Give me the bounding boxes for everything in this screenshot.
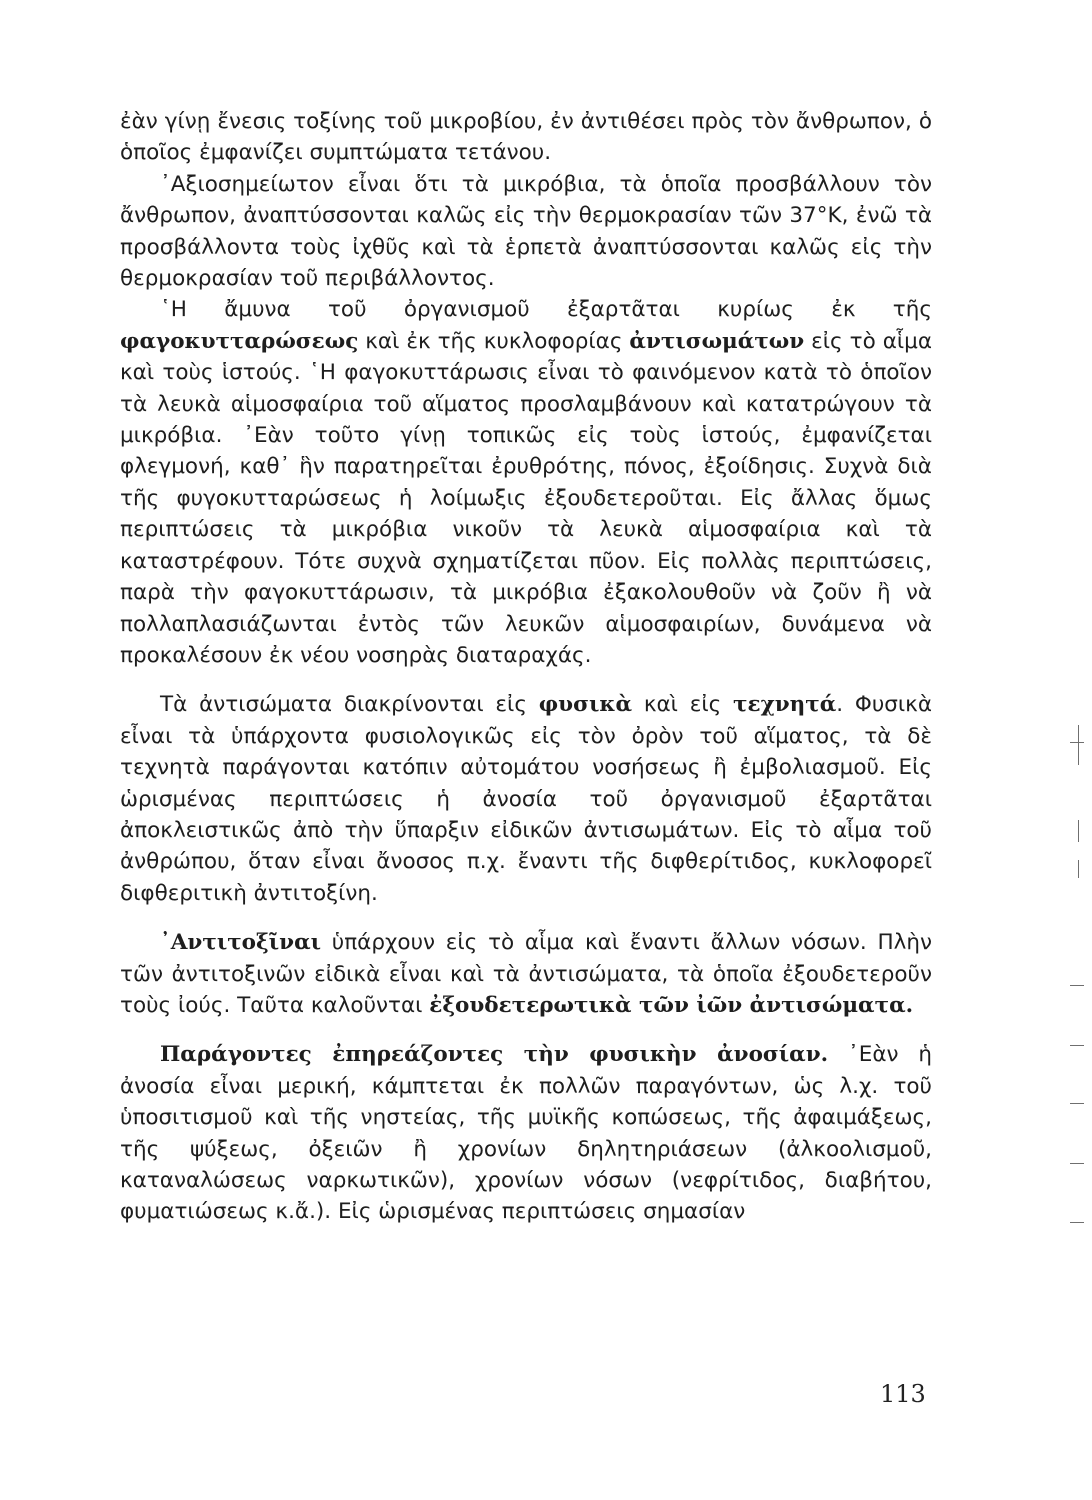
bold-term: φαγοκυτταρώσεως [120, 328, 359, 354]
body-text [120, 106, 932, 1228]
page-number: 113 [880, 1380, 926, 1408]
text-run: καὶ εἰς [632, 692, 734, 718]
scan-edge-mark [1078, 860, 1079, 878]
scan-edge-mark [1070, 742, 1084, 743]
text-run: ὑπάρχουν εἰς τὸ αἷμα καὶ ἔναντι ἄλλων νόσων. Πλὴν τῶν ἀντιτοξινῶν εἰδικὰ εἶναι καὶ τὰ ἀντισώματα, τὰ ὁποῖα ἐξουδετεροῦν τοὺς ἰούς. Ταῦτα καλοῦνται [120, 930, 932, 1018]
scan-edge-mark [1070, 1163, 1084, 1164]
paragraph [120, 294, 932, 671]
bold-term: φυσικὰ [538, 692, 633, 718]
text-run: ᾿Εὰν ἡ ἀνοσία εἶναι μερική, κάμπτεται ἐκ πολλῶν παραγόντων, ὡς λ.χ. τοῦ ὑποσιτισμοῦ καὶ τῆς νηστείας, τῆς μυϊκῆς κοπώσεως, τῆς ἀφαιμάξεως, τῆς ψύξεως, ὀξειῶν ἢ χρονίων δηλητηριάσεων (ἀλκοολισμοῦ, καταναλώσεως ναρκωτικῶν), χρονίων νόσων (νεφρίτιδος, διαβήτου, φυματιώσεως κ.ἄ.). Εἰς ὡρισμένας περιπτώσεις σημασίαν [120, 1042, 932, 1225]
scan-edge-mark [1070, 985, 1084, 986]
scan-edge-mark [1078, 725, 1079, 765]
bold-term: ἀντισωμάτων [629, 328, 805, 354]
paragraph [120, 106, 932, 169]
bold-term: ἐξουδετερωτικὰ τῶν ἰῶν ἀντισώματα. [429, 992, 914, 1018]
text-run: Τὰ ἀντισώματα διακρίνονται εἰς [160, 692, 539, 718]
paragraph [120, 927, 932, 1021]
text-run: εἰς τὸ αἷμα καὶ τοὺς ἱστούς. ῾Η φαγοκυττάρωσις εἶναι τὸ φαινόμενον κατὰ τὸ ὁποῖον τὰ λευκὰ αἱμοσφαίρια τοῦ αἵματος προσλαμβάνουν καὶ κατατρώγουν τὰ μικρόβια. ᾿Εὰν τοῦτο γίνῃ τοπικῶς εἰς τοὺς ἱστούς, ἐμφανίζεται φλεγμονή, καθ᾿ ἣν παρατηρεῖται ἐρυθρότης, πόνος, ἐξοίδησις. Συχνὰ διὰ τῆς φυγοκυτταρώσεως ἡ λοίμωξις ἐξουδετεροῦται. Εἰς ἄλλας ὅμως περιπτώσεις τὰ μικρόβια νικοῦν τὰ λευκὰ αἱμοσφαίρια καὶ τὰ καταστρέφουν. Τότε συχνὰ σχηματίζεται πῦον. Εἰς πολλὰς περιπτώσεις, παρὰ τὴν φαγοκυττάρωσιν, τὰ μικρόβια ἐξακολουθοῦν νὰ ζοῦν ἢ νὰ πολλαπλασιάζωνται ἐντὸς τῶν λευκῶν αἱμοσφαιρίων, δυνάμενα νὰ προκαλέσουν ἐκ νέου νοσηρὰς διαταραχάς. [120, 328, 932, 668]
scan-edge-mark [1070, 1103, 1084, 1104]
paragraph [120, 689, 932, 909]
scan-edge-mark [1070, 1222, 1084, 1223]
text-run: καὶ ἐκ τῆς κυκλοφορίας [358, 328, 630, 354]
scan-edge-mark [1070, 1045, 1084, 1046]
paragraph [120, 1039, 932, 1227]
text-run: ἐὰν γίνῃ ἔνεσις τοξίνης τοῦ μικροβίου, ἐν ἀντιθέσει πρὸς τὸν ἄνθρωπον, ὁ ὁποῖος ἐμφανίζει συμπτώματα τετάνου. [120, 109, 932, 166]
text-run: ᾿Αξιοσημείωτον εἶναι ὅτι τὰ μικρόβια, τὰ ὁποῖα προσβάλλουν τὸν ἄνθρωπον, ἀναπτύσσονται καλῶς εἰς τὴν θερμοκρασίαν τῶν 37°Κ, ἐνῶ τὰ προσβάλλοντα τοὺς ἰχθῦς καὶ τὰ ἑρπετὰ ἀναπτύσσονται καλῶς εἰς τὴν θερμοκρασίαν τοῦ περιβάλλοντος. [120, 171, 932, 292]
text-run: ῾Η ἄμυνα τοῦ ὀργανισμοῦ ἐξαρτᾶται κυρίως ἐκ τῆς [160, 297, 932, 323]
scan-edge-mark [1078, 820, 1079, 842]
bold-term: τεχνητά [733, 692, 837, 718]
bold-term: ᾿Αντιτοξῖναι [160, 930, 322, 956]
bold-term: Παράγοντες ἐπηρεάζοντες τὴν φυσικὴν ἀνοσίαν. [160, 1042, 829, 1068]
text-run: . Φυσικὰ εἶναι τὰ ὑπάρχοντα φυσιολογικῶς εἰς τὸν ὀρὸν τοῦ αἵματος, τὰ δὲ τεχνητὰ παράγονται κατόπιν αὐτομάτου νοσήσεως ἢ ἐμβολιασμοῦ. Εἰς ὡρισμένας περιπτώσεις ἡ ἀνοσία τοῦ ὀργανισμοῦ ἐξαρτᾶται ἀποκλειστικῶς ἀπὸ τὴν ὕπαρξιν εἰδικῶν ἀντισωμάτων. Εἰς τὸ αἷμα τοῦ ἀνθρώπου, ὅταν εἶναι ἄνοσος π.χ. ἔναντι τῆς διφθερίτιδος, κυκλοφορεῖ διφθεριτικὴ ἀντιτοξίνη. [120, 692, 933, 906]
paragraph [120, 169, 932, 295]
